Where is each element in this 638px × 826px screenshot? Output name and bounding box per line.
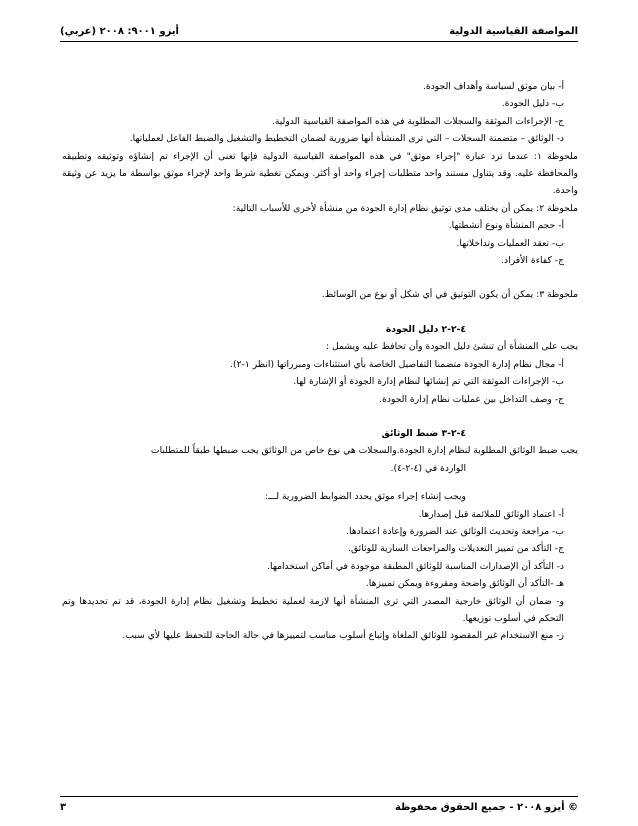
list-item: أ- اعتماد الوثائق للملائمة قبل إصدارها.: [418, 508, 564, 520]
list-item: ب- دليل الجودة.: [501, 98, 564, 110]
note-3: ملحوظة ٣: يمكن أن يكون التوثيق في أي شكل أو نوع من الوسائط.: [321, 289, 578, 301]
footer-copyright: © أيزو ٢٠٠٨ - جميع الحقوق محفوظة: [394, 802, 578, 813]
list-item: ج- الإجراءات الموثقة والسجلات المطلوبة في هذه المواصفة القياسية الدولية.: [271, 115, 564, 127]
section-heading: ٤-٢-٢ دليل الجودة: [385, 323, 466, 335]
header-title: المواصفة القياسية الدولية: [449, 26, 578, 37]
list-item: ج- التأكد من تمييز التعديلات والمراجعات السارية للوثائق.: [348, 543, 564, 555]
list-item: د- الوثائق – متضمنة السجلات – التي ترى المنشأة أنها ضرورية لضمان التخطيط والتشغيل والضبط الفاعل لعملياتها.: [129, 133, 564, 145]
page-content: [62, 78, 578, 645]
section-intro: يجب على المنشأة أن تنشئ دليل الجودة وأن تحافظ عليه ويشمل :: [325, 341, 578, 353]
page-number: ٣: [60, 802, 67, 813]
list-item: ز- منع الاستخدام غير المقصود للوثائق الملغاة وإتباع أسلوب مناسب لتمييزها في حالة الحاجة للتحفظ عليها لأي سبب.: [122, 630, 564, 642]
page-footer: [60, 796, 578, 813]
page-header: [60, 26, 578, 42]
list-item: أ- مجال نظام إدارة الجودة متضمنا التفاصيل الخاصة بأي استثناءات ومبرراتها (انظر ١-٢).: [230, 358, 564, 370]
section-text: يجب ضبط الوثائق المطلوبة لنظام إدارة الجودة.والسجلات هي نوع خاص من الوثائق يجب ضبطها طبقاً للمتطلبات: [150, 445, 578, 457]
list-item: أ- بيان موثق لسياسة وأهداف الجودة.: [422, 81, 564, 92]
section-heading: ٤-٢-٣ ضبط الوثائق: [381, 427, 466, 439]
header-standard: أيزو ٩٠٠١: ٢٠٠٨ (عربي): [60, 26, 179, 37]
section-text-cont: الواردة في (٤-٢-٤).: [390, 462, 466, 474]
note-1: ملحوظة ١: عندما ترد عبارة "إجراء موثق" في هذه المواصفة القياسية الدولية فإنها تعنى أن الإجراء تم إنشاؤه وتوثيقه وتطبيقه والمحافظة عليه. وقد يتناول مستند واحد متطلبات إجراء واحد أو أكثر. ويمكن تغطية شرط واحد لإجراء موثق بواسطة ما يزيد عن وثيقة واحدة.: [62, 150, 578, 197]
list-item: ج- كفاءة الأفراد.: [501, 255, 564, 267]
list-item: ب- تعقد العمليات وتداخلاتها.: [456, 237, 564, 249]
list-item: ب- مراجعة وتحديث الوثائق عند الضرورة وإعادة اعتمادها.: [346, 525, 564, 537]
note-2-intro: ملحوظة ٢: يمكن أن يختلف مدى توثيق نظام إدارة الجودة من منشأة لأخرى للأسباب التالية:: [232, 202, 578, 214]
list-item: د- التأكد أن الإصدارات المناسبة للوثائق المطبقة موجودة في أماكن استخدامها.: [267, 560, 564, 572]
section-intro: ويجب إنشاء إجراء موثق يحدد الضوابط الضرورية لـــ:: [265, 491, 466, 503]
list-item: ج- وصف التداخل بين عمليات نظام إدارة الجودة.: [379, 393, 564, 405]
list-item: و- ضمان أن الوثائق خارجية المصدر التي ترى المنشأة أنها لازمة لعملية تخطيط وتشغيل نظام إدارة الجودة، قد تم تحديدها وتم التحكم في أسلوب توزيعها.: [62, 595, 564, 624]
list-item: ب- الإجراءات الموثقة التي تم إنشائها لنظام إدارة الجودة أو الإشارة لها.: [293, 376, 564, 388]
list-item: أ- حجم المنشأة ونوع أنشطتها.: [448, 220, 564, 232]
list-item: هـ -التأكد أن الوثائق واضحة ومقروءة ويمكن تمييزها.: [365, 578, 564, 590]
